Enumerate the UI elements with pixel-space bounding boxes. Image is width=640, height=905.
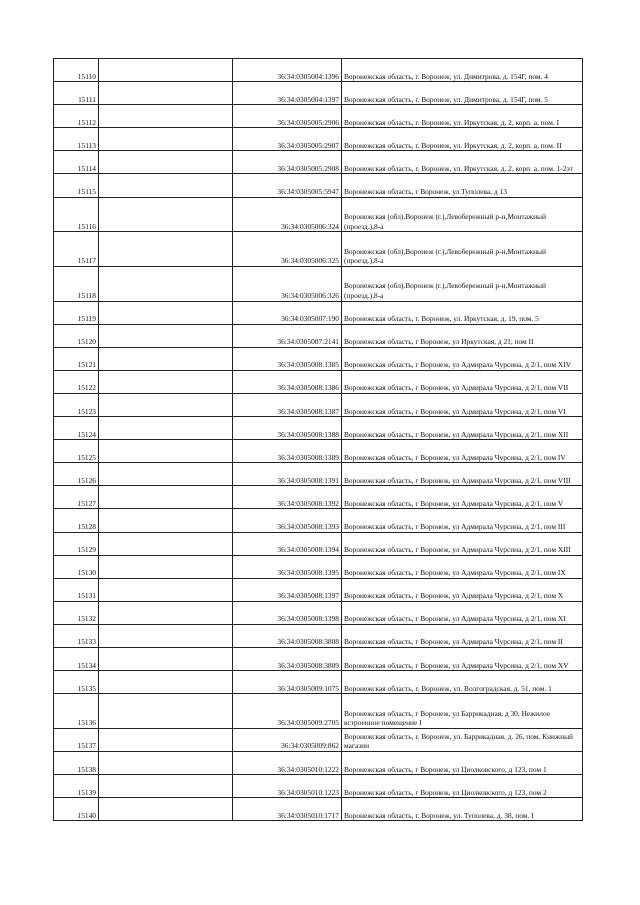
cadastral-number: 36:34:0305008:1395 [233,555,342,578]
row-number: 15117 [54,232,99,267]
address: Воронежская область, г Воронеж, ул Адмирала Чурсина, д 2/1, пом VII [342,370,583,393]
cadastral-number: 36:34:0305008:1388 [233,417,342,440]
row-number: 15136 [54,694,99,729]
cadastral-number: 36:34:0305006:325 [233,232,342,267]
address: Воронежская область, г Воронеж, ул Адмирала Чурсина, д 2/1, пом XIII [342,532,583,555]
row-number: 15129 [54,532,99,555]
empty-cell [99,394,233,417]
address: Воронежская область, г Воронеж, ул Адмирала Чурсина, д 2/1, пом IX [342,555,583,578]
row-number: 15111 [54,82,99,105]
empty-cell [99,266,233,301]
empty-cell [99,59,233,82]
address: Воронежская область, г. Воронеж, ул. Иркутская, д. 19, пом. 5 [342,301,583,324]
address: Воронежская область, г Воронеж, ул Адмирала Чурсина, д 2/1, пом X [342,578,583,601]
empty-cell [99,694,233,729]
empty-cell [99,197,233,232]
empty-cell [99,324,233,347]
empty-cell [99,601,233,624]
row-number: 15114 [54,151,99,174]
row-number: 15137 [54,728,99,751]
address: Воронежская область, г Воронеж, ул Адмирала Чурсина, д 2/1, пом VIII [342,463,583,486]
row-number: 15123 [54,394,99,417]
empty-cell [99,624,233,647]
table-row [54,105,583,128]
row-number: 15113 [54,128,99,151]
row-number: 15133 [54,624,99,647]
cadastral-table [53,58,583,821]
empty-cell [99,775,233,798]
row-number: 15140 [54,798,99,821]
empty-cell [99,555,233,578]
cadastral-number: 36:34:0305008:1398 [233,601,342,624]
table-row [54,624,583,647]
cadastral-number: 36:34:0305008:1385 [233,347,342,370]
address: Воронежская область, г Воронеж, ул Адмирала Чурсина, д 2/1, пом II [342,624,583,647]
table-row [54,648,583,671]
cadastral-number: 36:34:0305005:2907 [233,128,342,151]
empty-cell [99,648,233,671]
address: Воронежская область, г. Воронеж, ул. Баррикадная, д. 26, пом. Книжный магазин [342,728,583,751]
empty-cell [99,417,233,440]
cadastral-number: 36:34:0305005:2908 [233,151,342,174]
row-number: 15134 [54,648,99,671]
empty-cell [99,151,233,174]
cadastral-number: 36:34:0305007:2141 [233,324,342,347]
address: Воронежская область, г Воронеж, ул Иркутская, д 21, пом II [342,324,583,347]
table-row [54,601,583,624]
table-row [54,394,583,417]
address: Воронежская область, г Воронеж, ул Адмирала Чурсина, д 2/1, пом VI [342,394,583,417]
row-number: 15139 [54,775,99,798]
cadastral-number: 36:34:0305008:1394 [233,532,342,555]
cadastral-number: 36:34:0305008:1389 [233,440,342,463]
row-number: 15135 [54,671,99,694]
empty-cell [99,752,233,775]
cadastral-number: 36:34:0305005:5947 [233,174,342,197]
cadastral-number: 36:34:0305007:190 [233,301,342,324]
empty-cell [99,671,233,694]
empty-cell [99,440,233,463]
address: Воронежская область, г. Воронеж, ул. Иркутская, д. 2, корп. а, пом. I [342,105,583,128]
address: Воронежская область, г. Воронеж, ул. Иркутская, д. 2, корп. а, пом. 1-2эт [342,151,583,174]
address: Воронежская область, г Воронеж, ул Адмирала Чурсина, д 2/1, пом V [342,486,583,509]
table-row [54,463,583,486]
table-row [54,798,583,821]
empty-cell [99,301,233,324]
address: Воронежская область, г. Воронеж, ул. Димитрова, д. 154Г, пом. 4 [342,59,583,82]
cadastral-number: 36:34:0305006:324 [233,197,342,232]
row-number: 15116 [54,197,99,232]
cadastral-number: 36:34:0305009:862 [233,728,342,751]
cadastral-number: 36:34:0305010:1222 [233,752,342,775]
table-row [54,324,583,347]
table-row [54,555,583,578]
cadastral-number: 36:34:0305006:326 [233,266,342,301]
address: Воронежская область, г Воронеж, ул Туполева, д 13 [342,174,583,197]
cadastral-number: 36:34:0305004:1396 [233,59,342,82]
address: Воронежская область, г Воронеж, ул Адмирала Чурсина, д 2/1, пом XII [342,417,583,440]
empty-cell [99,578,233,601]
address: Воронежская область, г Воронеж, ул Циолковского, д 123, пом 2 [342,775,583,798]
empty-cell [99,370,233,393]
empty-cell [99,509,233,532]
row-number: 15119 [54,301,99,324]
cadastral-number: 36:34:0305004:1397 [233,82,342,105]
table-row [54,82,583,105]
table-row [54,151,583,174]
empty-cell [99,232,233,267]
cadastral-number: 36:34:0305008:3809 [233,648,342,671]
row-number: 15124 [54,417,99,440]
address: Воронежская область, г. Воронеж, ул. Волгоградская, д. 51, пом. 1 [342,671,583,694]
cadastral-number: 36:34:0305008:1393 [233,509,342,532]
empty-cell [99,463,233,486]
table-row [54,728,583,751]
address: Воронежская область, г Воронеж, ул Адмирала Чурсина, д 2/1, пом XIV [342,347,583,370]
table-row [54,59,583,82]
address: Воронежская область, г. Воронеж, ул. Иркутская, д. 2, корп. а, пом. II [342,128,583,151]
row-number: 15132 [54,601,99,624]
table-row [54,128,583,151]
row-number: 15115 [54,174,99,197]
table-row [54,486,583,509]
empty-cell [99,728,233,751]
row-number: 15121 [54,347,99,370]
row-number: 15122 [54,370,99,393]
address: Воронежская (обл),Воронеж (г.),Левобережный р-н,Монтажный (проезд.),8-а [342,232,583,267]
row-number: 15128 [54,509,99,532]
table-row [54,694,583,729]
cadastral-number: 36:34:0305010:1223 [233,775,342,798]
table-row [54,301,583,324]
address: Воронежская область, г Воронеж, ул Циолковского, д 123, пом 1 [342,752,583,775]
cadastral-number: 36:34:0305009:1075 [233,671,342,694]
address: Воронежская (обл),Воронеж (г.),Левобережный р-н,Монтажный (проезд.),8-а [342,266,583,301]
table-row [54,532,583,555]
table-row [54,509,583,532]
address: Воронежская область, г Воронеж, ул Адмирала Чурсина, д 2/1, пом IV [342,440,583,463]
table-row [54,197,583,232]
empty-cell [99,486,233,509]
row-number: 15130 [54,555,99,578]
table-row [54,232,583,267]
table-row [54,266,583,301]
address: Воронежская область, г Воронеж, ул Адмирала Чурсина, д 2/1, пом III [342,509,583,532]
table-row [54,347,583,370]
address: Воронежская область, г. Воронеж, ул. Туполева, д. 38, пом. I [342,798,583,821]
row-number: 15126 [54,463,99,486]
table-row [54,752,583,775]
cadastral-number: 36:34:0305008:1391 [233,463,342,486]
empty-cell [99,128,233,151]
cadastral-number: 36:34:0305010:1717 [233,798,342,821]
row-number: 15127 [54,486,99,509]
cadastral-number: 36:34:0305008:1392 [233,486,342,509]
empty-cell [99,798,233,821]
address: Воронежская область, г Воронеж, ул Адмирала Чурсина, д 2/1, пом XI [342,601,583,624]
cadastral-number: 36:34:0305008:1386 [233,370,342,393]
row-number: 15125 [54,440,99,463]
cadastral-number: 36:34:0305005:2906 [233,105,342,128]
address: Воронежская область, г Воронеж, ул Баррикадная, д 30, Нежилое встроенное помещение I [342,694,583,729]
row-number: 15120 [54,324,99,347]
empty-cell [99,82,233,105]
row-number: 15118 [54,266,99,301]
table-row [54,370,583,393]
row-number: 15131 [54,578,99,601]
table-row [54,671,583,694]
table-body [54,59,583,821]
address: Воронежская область, г Воронеж, ул Адмирала Чурсина, д 2/1, пом XV [342,648,583,671]
table-row [54,417,583,440]
empty-cell [99,347,233,370]
empty-cell [99,174,233,197]
empty-cell [99,532,233,555]
empty-cell [99,105,233,128]
row-number: 15138 [54,752,99,775]
cadastral-number: 36:34:0305009:2705 [233,694,342,729]
table-row [54,440,583,463]
cadastral-number: 36:34:0305008:3808 [233,624,342,647]
row-number: 15110 [54,59,99,82]
address: Воронежская область, г. Воронеж, ул. Димитрова, д. 154Г, пом. 5 [342,82,583,105]
address: Воронежская (обл),Воронеж (г.),Левобережный р-н,Монтажный (проезд.),8-а [342,197,583,232]
table-row [54,174,583,197]
cadastral-number: 36:34:0305008:1397 [233,578,342,601]
table-row [54,578,583,601]
cadastral-number: 36:34:0305008:1387 [233,394,342,417]
table-row [54,775,583,798]
row-number: 15112 [54,105,99,128]
